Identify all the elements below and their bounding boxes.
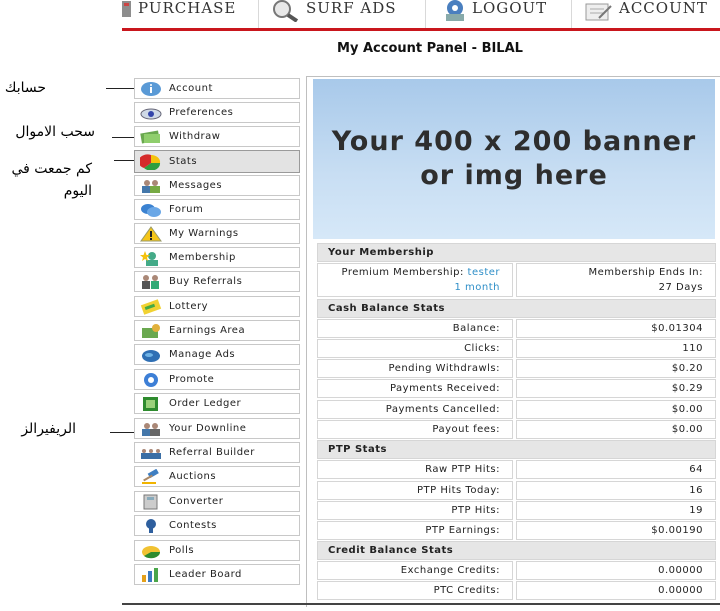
star-user-icon [140, 250, 162, 266]
table-row [317, 319, 716, 338]
membership-ends-label: Membership Ends In: [588, 267, 703, 278]
ledger-icon [140, 396, 162, 412]
magnifier-icon [270, 0, 300, 26]
table-row [317, 460, 716, 479]
converter-icon [140, 494, 162, 510]
section-cash-balance: Cash Balance Stats [317, 299, 716, 318]
menu-item-buy-referrals[interactable] [134, 271, 300, 292]
menu-item-your-downline[interactable] [134, 418, 300, 439]
refresh-icon [140, 372, 162, 388]
bar-chart-icon [140, 567, 162, 583]
menu-label: Polls [169, 545, 195, 556]
trophy-icon [140, 518, 162, 534]
menu-label: Promote [169, 374, 215, 385]
menu-label: Stats [169, 156, 198, 167]
stat-label: Payments Received: [317, 379, 513, 398]
menu-item-polls[interactable] [134, 540, 300, 561]
membership-type-label: Premium Membership: [341, 267, 464, 278]
table-row [317, 501, 716, 520]
stat-value: $0.00 [516, 400, 716, 419]
cart-icon [122, 0, 132, 24]
stat-value: 64 [516, 460, 716, 479]
menu-label: Contests [169, 520, 217, 531]
stat-value: 0.00000 [516, 581, 716, 600]
menu-item-earnings-area[interactable] [134, 320, 300, 341]
nav-surf-ads[interactable] [270, 0, 420, 26]
stat-value: $0.01304 [516, 319, 716, 338]
menu-label: Your Downline [169, 423, 247, 434]
table-row [317, 359, 716, 378]
banner-line-2: or img here [420, 160, 608, 191]
menu-item-leader-board[interactable] [134, 564, 300, 585]
menu-label: Preferences [169, 107, 234, 118]
table-row [317, 481, 716, 500]
menu-label: Converter [169, 496, 224, 507]
section-credit-balance: Credit Balance Stats [317, 541, 716, 560]
annotation-withdraw: سحب الاموال [15, 124, 95, 140]
stat-value: 0.00000 [516, 561, 716, 580]
stat-label: PTC Credits: [317, 581, 513, 600]
referrals-icon [140, 274, 162, 290]
menu-item-lottery[interactable] [134, 296, 300, 317]
nav-logout[interactable] [440, 0, 565, 26]
membership-ends-value: 27 Days [658, 282, 703, 293]
menu-item-referral-builder[interactable] [134, 442, 300, 463]
stat-value: $0.00190 [516, 521, 716, 540]
downline-icon [140, 421, 162, 437]
section-ptp-stats: PTP Stats [317, 440, 716, 459]
nav-divider [258, 0, 259, 28]
stat-label: Balance: [317, 319, 513, 338]
menu-item-converter[interactable] [134, 491, 300, 512]
stat-value: 110 [516, 339, 716, 358]
menu-item-account[interactable] [134, 78, 300, 99]
bottom-divider [122, 603, 720, 605]
menu-label: Leader Board [169, 569, 242, 580]
menu-item-stats[interactable] [134, 150, 300, 173]
menu-item-contests[interactable] [134, 515, 300, 536]
menu-label: Auctions [169, 471, 217, 482]
stat-value: $0.20 [516, 359, 716, 378]
section-membership: Your Membership [317, 243, 716, 262]
menu-label: Earnings Area [169, 325, 246, 336]
table-row [317, 581, 716, 600]
menu-item-manage-ads[interactable] [134, 344, 300, 365]
nav-surf-ads-label: SURF ADS [306, 0, 397, 17]
nav-divider [425, 0, 426, 28]
annotation-stats: كم جمعت في اليوم [11, 161, 92, 199]
nav-account[interactable] [585, 0, 720, 26]
eye-icon [140, 105, 162, 121]
banner-line-1: Your 400 x 200 banner [331, 126, 697, 157]
ticket-icon [140, 299, 162, 315]
stat-label: Clicks: [317, 339, 513, 358]
membership-row [317, 263, 716, 293]
warning-icon [140, 226, 162, 242]
menu-item-promote[interactable] [134, 369, 300, 390]
globe-icon [140, 347, 162, 363]
stat-label: Payments Cancelled: [317, 400, 513, 419]
menu-label: Order Ledger [169, 398, 242, 409]
annotation-account: حسابك [4, 80, 46, 96]
stat-value: $0.00 [516, 420, 716, 439]
stat-label: PTP Hits Today: [317, 481, 513, 500]
stat-label: Exchange Credits: [317, 561, 513, 580]
earnings-icon [140, 323, 162, 339]
menu-item-withdraw[interactable] [134, 126, 300, 147]
menu-label: Forum [169, 204, 204, 215]
membership-left-cell [317, 263, 513, 297]
banner-placeholder[interactable] [313, 79, 715, 239]
money-icon [140, 129, 162, 145]
nav-account-label: ACCOUNT [619, 0, 708, 17]
menu-item-my-warnings[interactable] [134, 223, 300, 244]
gavel-icon [140, 469, 162, 485]
nav-purchase-label: PURCHASE [138, 0, 237, 17]
annotation-downline: الريفيرالز [21, 421, 76, 437]
table-row [317, 420, 716, 439]
poll-icon [140, 543, 162, 559]
menu-label: Buy Referrals [169, 276, 243, 287]
stat-label: PTP Earnings: [317, 521, 513, 540]
users-icon [140, 178, 162, 194]
menu-item-order-ledger[interactable] [134, 393, 300, 414]
membership-duration: 1 month [454, 282, 500, 293]
menu-label: Lottery [169, 301, 209, 312]
annotation-line [110, 432, 137, 433]
membership-type-link[interactable]: tester [467, 267, 500, 278]
menu-item-messages[interactable] [134, 175, 300, 196]
page-title: My Account Panel - BILAL [337, 41, 523, 56]
table-row [317, 521, 716, 540]
stat-value: 16 [516, 481, 716, 500]
menu-label: Withdraw [169, 131, 221, 142]
stat-label: Payout fees: [317, 420, 513, 439]
stat-label: PTP Hits: [317, 501, 513, 520]
menu-label: Manage Ads [169, 349, 236, 360]
nav-logout-label: LOGOUT [472, 0, 548, 17]
stat-value: $0.29 [516, 379, 716, 398]
builder-icon [140, 445, 162, 461]
table-row [317, 561, 716, 580]
menu-label: Referral Builder [169, 447, 255, 458]
notepad-icon [585, 0, 613, 26]
membership-right-cell [516, 263, 716, 297]
stat-label: Raw PTP Hits: [317, 460, 513, 479]
menu-label: Membership [169, 252, 236, 263]
menu-item-auctions[interactable] [134, 466, 300, 487]
menu-item-preferences[interactable] [134, 102, 300, 123]
logout-icon [440, 0, 470, 26]
nav-purchase[interactable] [122, 0, 252, 26]
table-row [317, 379, 716, 398]
info-icon [140, 81, 162, 97]
nav-divider [571, 0, 572, 28]
annotation-line [106, 88, 135, 89]
table-row [317, 400, 716, 419]
chat-bubbles-icon [140, 202, 162, 218]
menu-item-forum[interactable] [134, 199, 300, 220]
menu-label: Account [169, 83, 213, 94]
menu-item-membership[interactable] [134, 247, 300, 268]
menu-label: My Warnings [169, 228, 239, 239]
stat-value: 19 [516, 501, 716, 520]
pie-chart-icon [140, 154, 162, 170]
table-row [317, 339, 716, 358]
stat-label: Pending Withdrawls: [317, 359, 513, 378]
menu-label: Messages [169, 180, 223, 191]
